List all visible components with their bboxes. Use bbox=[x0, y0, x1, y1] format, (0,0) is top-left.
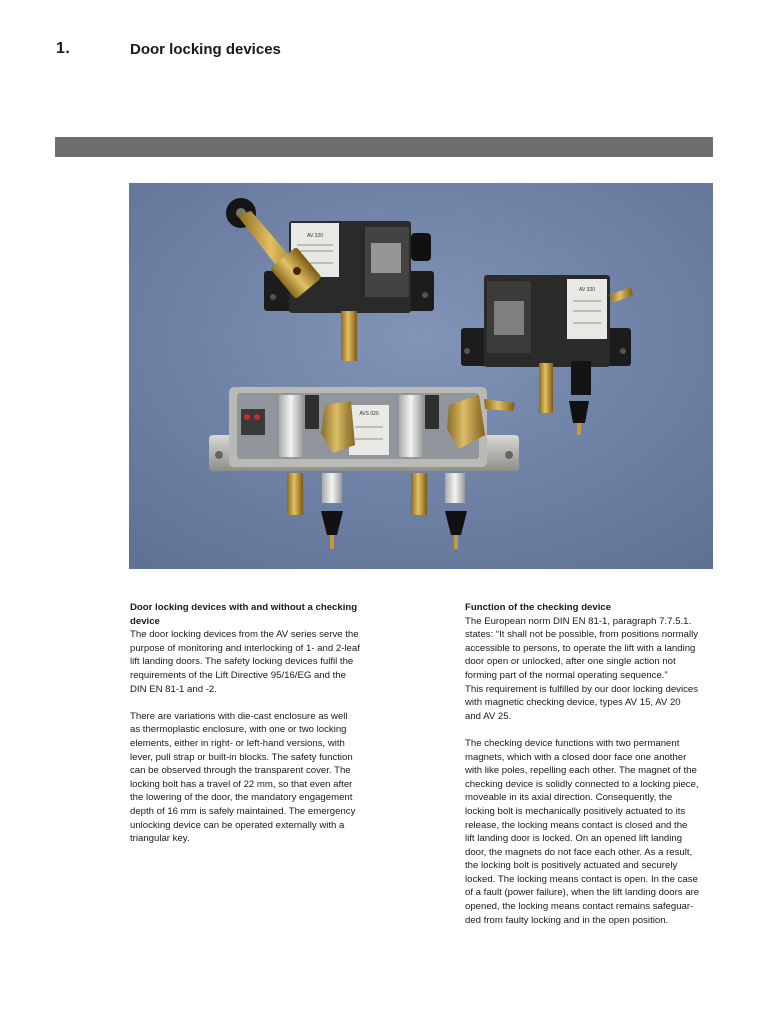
right-column-paragraph: The checking device functions with two permanent magnets, which with a closed door face one another with like poles, repelling each other. The magnet of the checking device is solidly connected to a locking piece, moveable in its axial direction. Consequently, the locking bolt is mechanically positively actuated to its release, the locking means contact is closed and the lift landing door is locked. On an opened lift landing door, the magnets do not face each other. As a result, the locking bolt is positively actuated and securely locked. The locking means contact is open. In the case of a fault (power failure), when the lift landing doors are opened, the locking means contact remains safeguar- ded from faulty locking and in the open position. bbox=[465, 737, 700, 926]
device-label: AV 320 bbox=[306, 233, 324, 239]
left-text-column bbox=[130, 601, 380, 859]
section-number: 1. bbox=[56, 40, 71, 57]
door-locking-devices-photo bbox=[129, 183, 713, 569]
section-title: Door locking devices bbox=[130, 41, 281, 58]
section-divider-bar bbox=[55, 137, 713, 157]
device-label: AV 320 bbox=[578, 287, 596, 293]
right-column-paragraph: The European norm DIN EN 81-1, paragraph 7.7.5.1. states: “It shall not be possible, from positions normally accessible to persons, to operate the lift with a landing door open or unlocked, after one single action not forming part of the normal operating sequence.” This requirement is fulfilled by our door locking devices with magnetic checking device, types AV 15, AV 20 and AV 25. bbox=[465, 615, 699, 722]
device-label: AVS 020 bbox=[359, 411, 379, 417]
right-text-column bbox=[465, 601, 715, 941]
left-column-paragraph: The door locking devices from the AV series serve the purpose of monitoring and interlocking of 1- and 2-leaf lift landing doors. The safety locking devices fulfil the requirements of the Lift Directive 95/16/EG and the DIN EN 81-1 and -2. bbox=[130, 629, 360, 695]
left-column-heading: Door locking devices with and without a checking device bbox=[130, 602, 358, 627]
right-column-heading: Function of the checking device bbox=[465, 602, 612, 613]
left-column-paragraph: There are variations with die-cast enclosure as well as thermoplastic enclosure, with one or two locking elements, either in right- or left-hand versions, with lever, pull strap or built-in blocks. The safety function can be observed through the transparent cover. The locking bolt has a travel of 22 mm, so that even after the lowering of the door, the mandatory engagement depth of 16 mm is safely maintained. The emergency unlocking device can be operated externally with a triangular key. bbox=[130, 710, 356, 845]
